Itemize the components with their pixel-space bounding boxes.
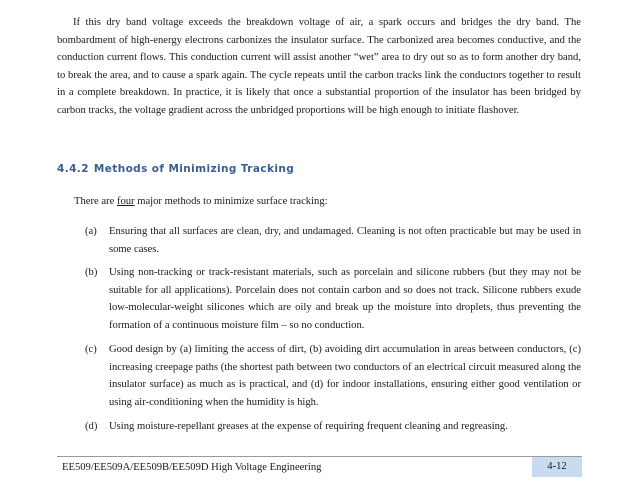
list-item-label: (a) <box>85 226 97 237</box>
list-item-text: Ensuring that all surfaces are clean, dry, and undamaged. Cleaning is not often practicable but may be used in some cases. <box>109 226 581 255</box>
section-number: 4.4.2 <box>57 163 89 175</box>
list-item-label: (b) <box>85 267 98 278</box>
intro-before: There are <box>74 196 117 207</box>
body-paragraph-text: If this dry band voltage exceeds the breakdown voltage of air, a spark occurs and bridges the dry band. The bombardment of high-energy electrons carbonizes the insulator surface. The carbonized area becomes conductive, and the conduction current flows. This conduction current will assist another “wet” area to dry out so as to form another dry band, to break the area, and to cause a spark again. The cycle repeats until the carbon tracks link the conductors together to result in a complete breakdown. In practice, it is likely that once a substantial proportion of the insulator has been bridged by carbon tracks, the voltage gradient across the unbridged proportions will be high enough to initiate flashover. <box>57 17 581 116</box>
footer-page-number: 4-12 <box>532 457 582 477</box>
list-item-text: Good design by (a) limiting the access of dirt, (b) avoiding dirt accumulation in areas between conductors, (c) increasing creepage paths (the shortest path between two conductors of an electrical circuit measured along the insulator surface) as much as is practical, and (d) for indoor installations, ensuring either good ventilation or using air-conditioning when the humidity is high. <box>109 344 581 408</box>
list-item <box>85 418 581 436</box>
footer-divider <box>57 456 582 457</box>
list-item <box>85 223 581 258</box>
list-item <box>85 341 581 411</box>
section-title: Methods of Minimizing Tracking <box>93 163 295 175</box>
list-item-text: Using moisture-repellant greases at the expense of requiring frequent cleaning and regreasing. <box>109 421 508 432</box>
list-item <box>85 264 581 334</box>
intro-after: major methods to minimize surface tracking: <box>134 196 328 207</box>
footer-course-title: EE509/EE509A/EE509B/EE509D High Voltage Engineering <box>62 462 322 473</box>
list-item-label: (c) <box>85 344 97 355</box>
intro-emphasis: four <box>116 196 135 207</box>
body-paragraph <box>57 14 581 120</box>
list-item-label: (d) <box>85 421 98 432</box>
list-item-text: Using non-tracking or track-resistant materials, such as porcelain and silicone rubbers (but they may not be suitable for all applications). Porcelain does not contain carbon and so does not track. Silicone rubbers exude low-molecular-weight silicones which are oily and break up the moisture into droplets, thus preventing the formation of a continuous moisture film – so no conduction. <box>109 267 581 331</box>
intro-sentence <box>74 193 328 210</box>
section-heading <box>57 163 294 175</box>
